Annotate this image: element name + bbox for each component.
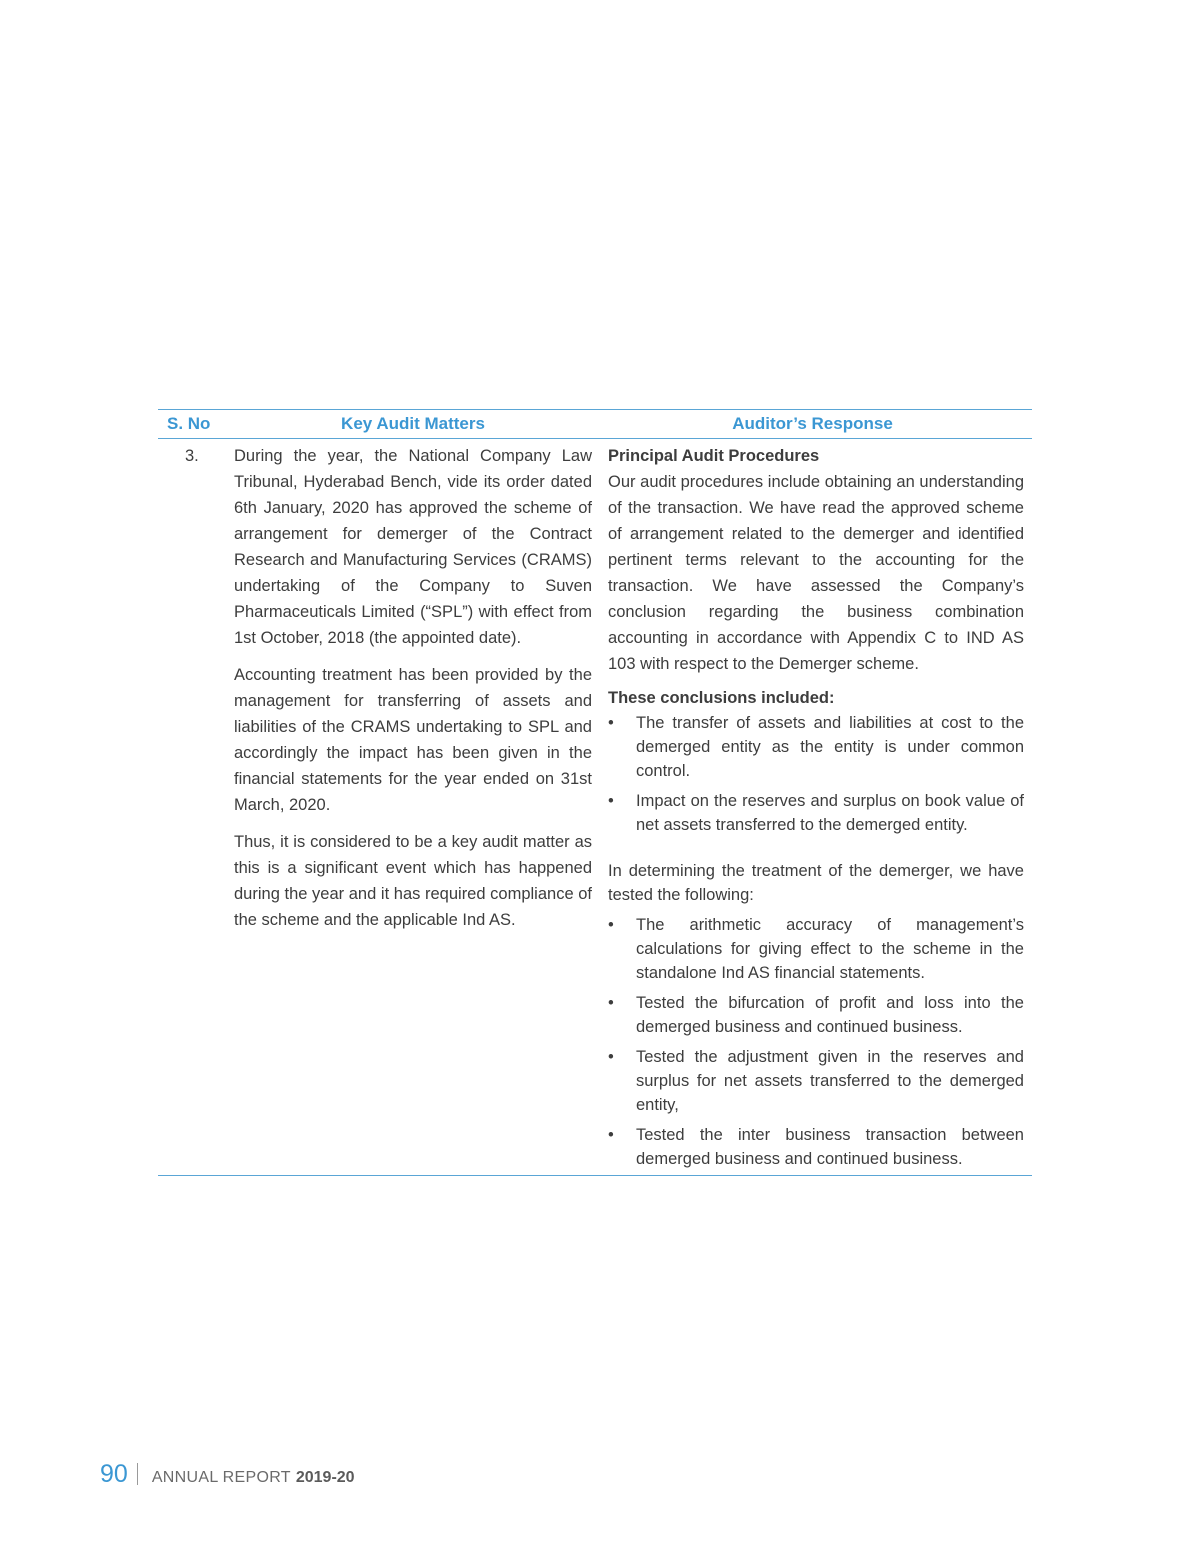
kam-paragraph: Accounting treatment has been provided by the management for transferring of assets and liabilities of the CRAMS undertaking to SPL and accordingly the impact has been given in the financial statements for the year ended on 31st March, 2020. xyxy=(234,666,592,814)
header-key-audit-matters: Key Audit Matters xyxy=(341,414,485,433)
kam-paragraph: During the year, the National Company Law Tribunal, Hyderabad Bench, vide its order dated 6th January, 2020 has approved the scheme of arrangement for demerger of the Contract Research and Manufacturing Services (CRAMS) undertaking of the Company to Suven Pharmaceuticals Limited (“SPL”) with effect from 1st October, 2018 (the appointed date). xyxy=(234,447,592,647)
page-footer xyxy=(100,1460,355,1489)
bullet-icon: • xyxy=(608,1126,614,1144)
table-header xyxy=(158,410,1032,439)
header-auditors-response: Auditor’s Response xyxy=(732,414,893,433)
list-item-text: The arithmetic accuracy of management’s calculations for giving effect to the scheme in the standalone Ind AS financial statements. xyxy=(636,916,1024,982)
key-audit-matters-table xyxy=(158,409,1032,1176)
list-item-text: The transfer of assets and liabilities at cost to the demerged entity as the entity is under common control. xyxy=(636,714,1024,780)
report-label: ANNUAL REPORT xyxy=(151,1469,291,1486)
bullet-icon: • xyxy=(608,792,614,810)
conclusions-heading: These conclusions included: xyxy=(608,689,835,707)
header-sno: S. No xyxy=(167,414,211,433)
list-item-text: Tested the adjustment given in the reserves and surplus for net assets transferred to the demerged entity, xyxy=(636,1048,1024,1114)
response-heading: Principal Audit Procedures xyxy=(608,447,820,465)
list-item-text: Tested the inter business transaction between demerged business and continued business. xyxy=(636,1126,1024,1168)
bullet-icon: • xyxy=(608,994,614,1012)
list-item-text: Impact on the reserves and surplus on book value of net assets transferred to the demerged entity. xyxy=(636,792,1024,834)
list-item xyxy=(608,1123,1024,1171)
row-sno: 3. xyxy=(185,447,199,465)
list-item xyxy=(608,789,1024,837)
list-item xyxy=(608,913,1024,985)
bullet-icon: • xyxy=(608,916,614,934)
list-item xyxy=(608,1045,1024,1117)
key-audit-matter-cell xyxy=(234,443,592,1171)
report-year: 2019-20 xyxy=(295,1469,355,1486)
bullet-icon: • xyxy=(608,1048,614,1066)
tests-list xyxy=(608,913,1024,1171)
footer-divider xyxy=(137,1463,138,1485)
conclusions-list xyxy=(608,711,1024,837)
list-item xyxy=(608,991,1024,1039)
page-number: 90 xyxy=(100,1460,128,1488)
response-intro: Our audit procedures include obtaining an understanding of the transaction. We have read the approved scheme of arrangement related to the demerger and identified pertinent terms relevant to the accounting for the transaction. We have assessed the Company’s conclusion regarding the business combination accounting in accordance with Appendix C to IND AS 103 with respect to the Demerger scheme. xyxy=(608,473,1024,673)
bullet-icon: • xyxy=(608,714,614,732)
list-item-text: Tested the bifurcation of profit and loss into the demerged business and continued business. xyxy=(636,994,1024,1036)
auditors-response-cell xyxy=(592,443,1032,1171)
tests-intro: In determining the treatment of the demerger, we have tested the following: xyxy=(608,862,1024,904)
table-row xyxy=(158,439,1032,1175)
kam-paragraph: Thus, it is considered to be a key audit matter as this is a significant event which has happened during the year and it has required compliance of the scheme and the applicable Ind AS. xyxy=(234,833,592,929)
list-item xyxy=(608,711,1024,783)
